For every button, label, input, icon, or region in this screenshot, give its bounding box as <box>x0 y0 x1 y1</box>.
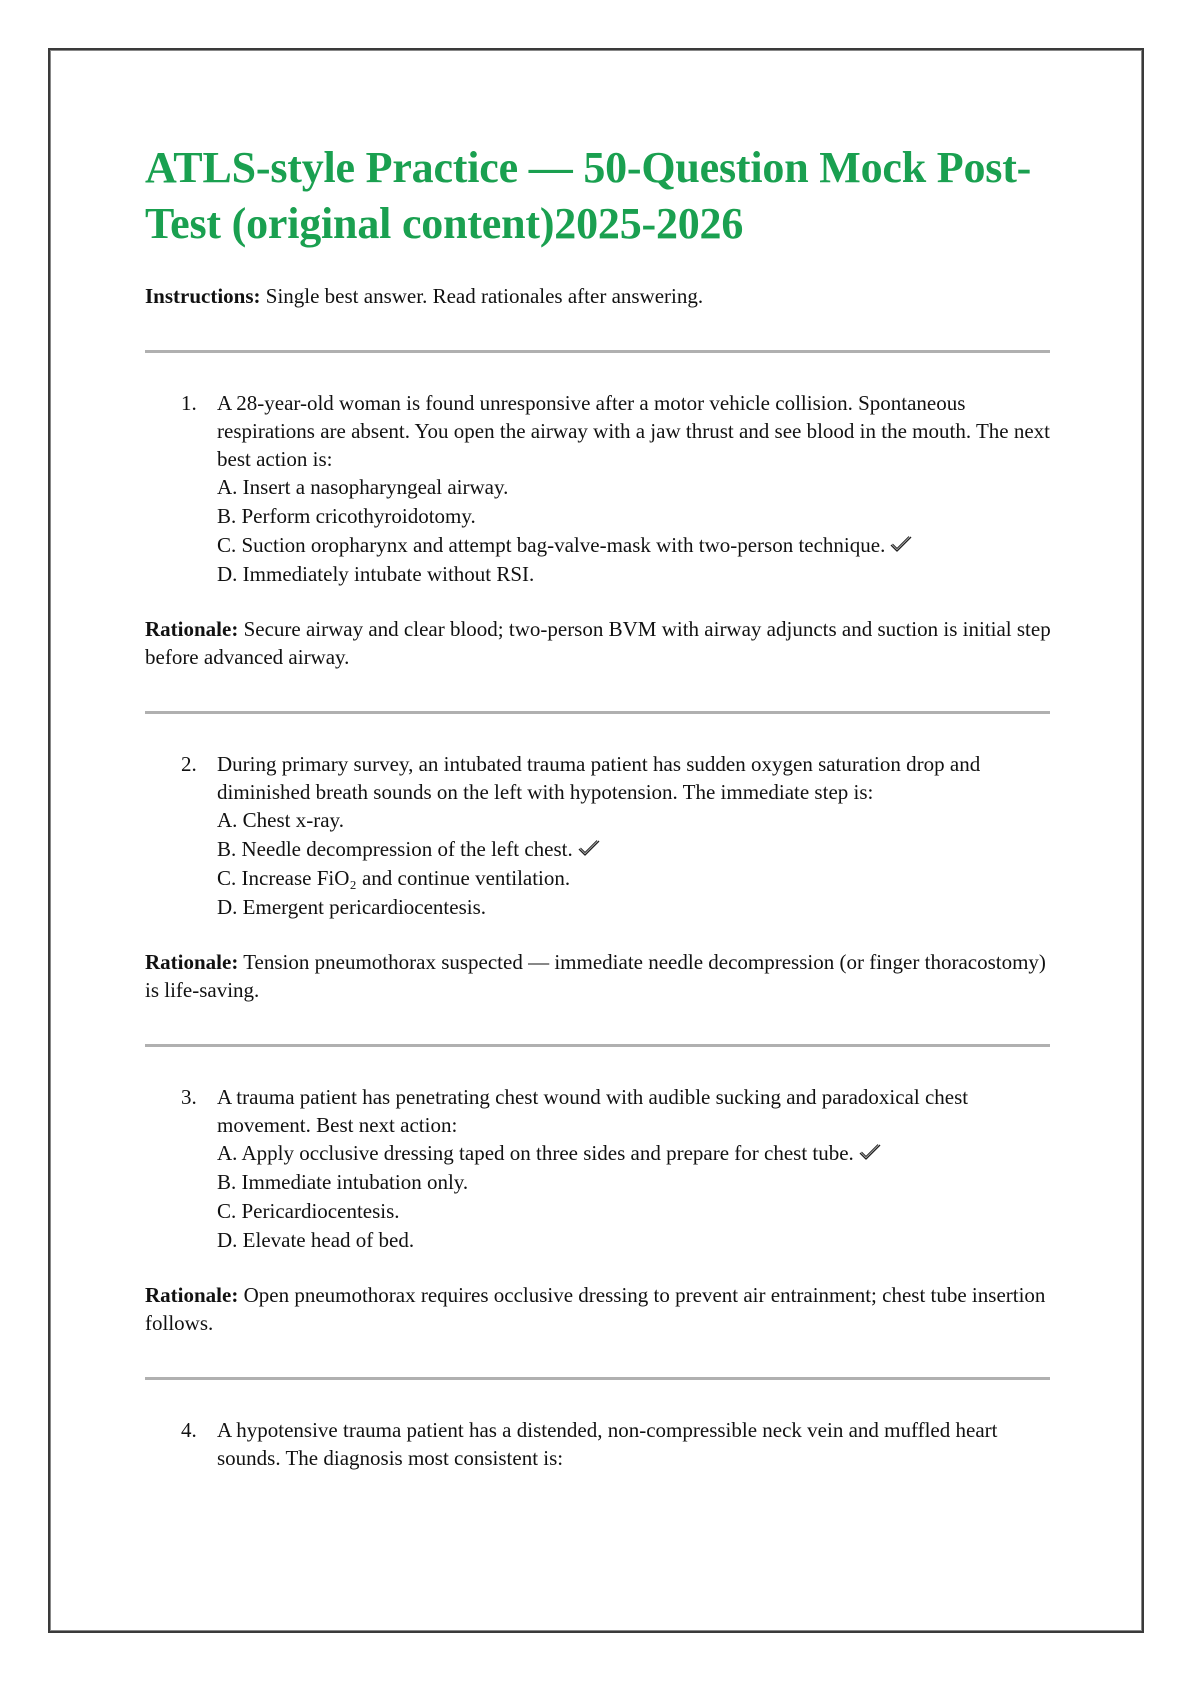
answer-option-text: B. Perform cricothyroidotomy. <box>217 504 476 528</box>
section-divider <box>145 1044 1050 1047</box>
answer-option <box>217 806 1053 835</box>
question-item <box>145 750 1053 922</box>
answer-option-text: D. Immediately intubate without RSI. <box>217 562 535 586</box>
answer-option-text: B. Needle decompression of the left chest. <box>217 837 573 861</box>
document-body <box>145 140 1053 1472</box>
answer-option <box>217 893 1053 922</box>
section-divider <box>145 711 1050 714</box>
answer-option-text: C. Increase FiO₂ and continue ventilation. <box>217 866 571 890</box>
answer-option <box>217 1226 1053 1255</box>
correct-answer-check-icon <box>858 1141 882 1161</box>
instructions-text: Single best answer. Read rationales after answering. <box>260 284 704 308</box>
answer-option <box>217 502 1053 531</box>
rationale-label: Rationale: <box>145 1283 239 1307</box>
rationale <box>145 615 1053 671</box>
answer-option-text: D. Elevate head of bed. <box>217 1228 415 1252</box>
question-item <box>145 389 1053 589</box>
correct-answer-check-icon <box>889 533 913 553</box>
answer-option <box>217 531 1053 560</box>
answer-option-text: A. Apply occlusive dressing taped on three sides and prepare for chest tube. <box>217 1141 854 1165</box>
document-title: ATLS-style Practice — 50-Question Mock Post-Test (original content)2025-2026 <box>145 143 1032 248</box>
question-stem: A trauma patient has penetrating chest wound with audible sucking and paradoxical chest movement. Best next action: <box>217 1085 969 1137</box>
rationale <box>145 948 1053 1004</box>
answer-option-text: A. Chest x-ray. <box>217 808 344 832</box>
answer-option-text: D. Emergent pericardiocentesis. <box>217 895 487 919</box>
question-stem: During primary survey, an intubated trauma patient has sudden oxygen saturation drop and diminished breath sounds on the left with hypotension. The immediate step is: <box>217 752 981 804</box>
question-item <box>145 1416 1053 1472</box>
answer-options <box>217 806 1053 922</box>
answer-option-text: B. Immediate intubation only. <box>217 1170 469 1194</box>
answer-option-text: A. Insert a nasopharyngeal airway. <box>217 475 509 499</box>
answer-option <box>217 1168 1053 1197</box>
question-number: 1. <box>181 391 197 415</box>
answer-option-text: C. Suction oropharynx and attempt bag-valve-mask with two-person technique. <box>217 533 886 557</box>
instructions <box>145 282 1053 310</box>
question-number: 2. <box>181 752 197 776</box>
answer-options <box>217 1139 1053 1255</box>
instructions-label: Instructions: <box>145 284 261 308</box>
question-list <box>145 350 1053 1472</box>
correct-answer-check-icon <box>577 837 601 857</box>
section-divider <box>145 350 1050 353</box>
rationale <box>145 1281 1053 1337</box>
answer-option <box>217 473 1053 502</box>
answer-option <box>217 835 1053 864</box>
answer-option <box>217 1197 1053 1226</box>
answer-option <box>217 560 1053 589</box>
rationale-label: Rationale: <box>145 950 239 974</box>
rationale-label: Rationale: <box>145 617 239 641</box>
answer-option <box>217 864 1053 893</box>
rationale-text: Secure airway and clear blood; two-person BVM with airway adjuncts and suction is initial step before advanced airway. <box>145 617 1051 669</box>
question-item <box>145 1083 1053 1255</box>
question-number: 4. <box>181 1418 197 1442</box>
question-stem: A hypotensive trauma patient has a distended, non-compressible neck vein and muffled heart sounds. The diagnosis most consistent is: <box>217 1418 998 1470</box>
section-divider <box>145 1377 1050 1380</box>
rationale-text: Open pneumothorax requires occlusive dressing to prevent air entrainment; chest tube insertion follows. <box>145 1283 1046 1335</box>
answer-options <box>217 473 1053 589</box>
answer-option-text: C. Pericardiocentesis. <box>217 1199 400 1223</box>
rationale-text: Tension pneumothorax suspected — immediate needle decompression (or finger thoracostomy) is life-saving. <box>145 950 1046 1002</box>
question-number: 3. <box>181 1085 197 1109</box>
question-stem: A 28-year-old woman is found unresponsive after a motor vehicle collision. Spontaneous respirations are absent. You open the airway with a jaw thrust and see blood in the mouth. The next best action is: <box>217 391 1051 471</box>
answer-option <box>217 1139 1053 1168</box>
